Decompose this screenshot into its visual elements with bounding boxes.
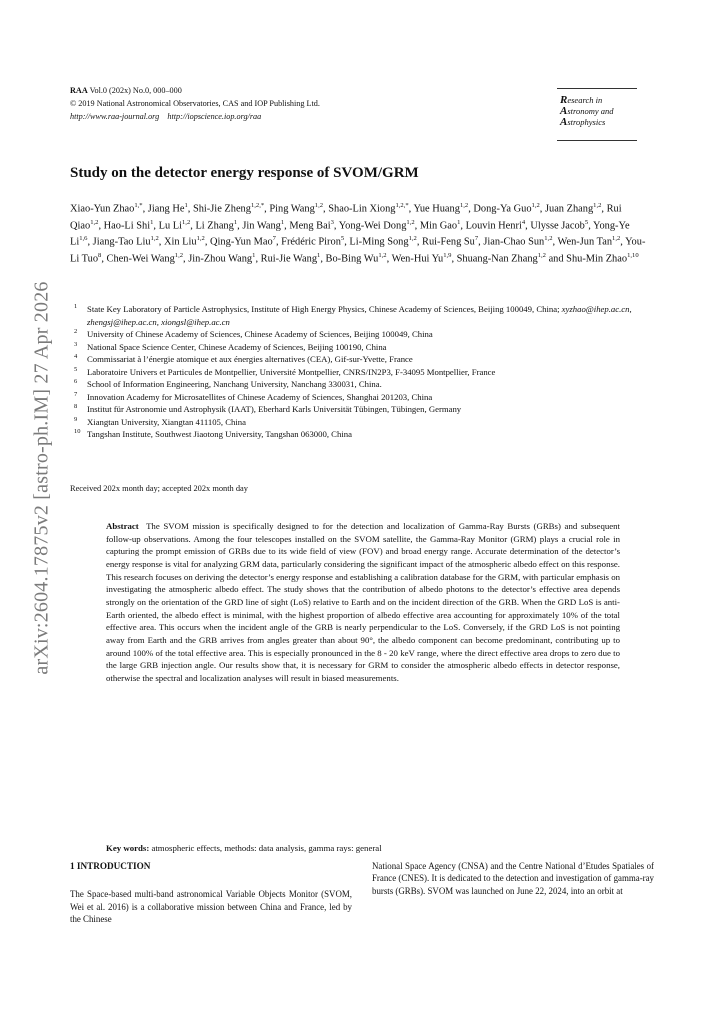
received-date: Received 202x month day; accepted 202x month day: [70, 484, 248, 493]
paper-title: Study on the detector energy response of SVOM/GRM: [70, 165, 419, 181]
volume-line: Vol.0 (202x) No.0, 000–000: [87, 86, 182, 95]
arxiv-id: arXiv:2604.17875v2 [astro-ph.IM] 27 Apr 2026: [30, 281, 53, 675]
affiliation-text: Xiangtan University, Xiangtan 411105, China: [87, 416, 246, 427]
keywords: [106, 843, 620, 853]
affiliation-item: [70, 328, 660, 341]
section-heading: 1 INTRODUCTION: [70, 861, 151, 871]
affiliation-number: 5: [74, 365, 78, 373]
journal-header: [70, 84, 320, 123]
affiliation-item: [70, 403, 660, 416]
arxiv-stamp: [22, 268, 62, 688]
affiliation-text: Laboratoire Univers et Particules de Montpellier, Université Montpellier, CNRS/IN2P3, F-34095 Montpellier, France: [87, 366, 496, 377]
affiliation-item: [70, 391, 660, 404]
affiliation-number: 4: [74, 353, 78, 360]
affiliation-item: [70, 378, 660, 391]
affiliation-text: National Space Science Center, Chinese Academy of Sciences, Beijing 100190, China: [87, 341, 387, 352]
affiliation-text: Innovation Academy for Microsatellites of Chinese Academy of Sciences, Shanghai 201203, China: [87, 391, 433, 402]
intro-paragraph-right: National Space Agency (CNSA) and the Centre National d’Etudes Spatiales of France (CNES). It is dedicated to the detection and investigation of gamma-ray bursts (GRBs). SVOM was launched on June 22, 2024, into an orbit at: [372, 861, 654, 896]
affiliation-number: 9: [74, 415, 78, 423]
affiliation-number: 2: [74, 328, 78, 335]
affiliation-item: [70, 416, 660, 429]
affiliation-number: 7: [74, 390, 78, 398]
affiliation-list: [70, 303, 660, 441]
affiliation-text: University of Chinese Academy of Sciences, Chinese Academy of Sciences, Beijing 100049, China: [87, 329, 433, 339]
iop-url[interactable]: http://iopscience.iop.org/raa: [167, 112, 262, 121]
affiliation-number: 6: [74, 378, 78, 385]
journal-abbr: RAA: [70, 86, 88, 95]
affiliation-text: State Key Laboratory of Particle Astrophysics, Institute of High Energy Physics, Chinese Academy of Sciences, Beijing 100049, China;: [87, 304, 562, 314]
abstract-text: The SVOM mission is specifically designed to for the detection and localization of Gamma-Ray Bursts (GRBs) and subsequent follow-up observations. Among the four telescopes installed on the SVOM satellite, the Gamma-Ray Monitor (GRM) plays a crucial role in capturing the prompt emission of GRBs due to its wide field of view (FOV) and broad energy range. Accurate determination of the detector’s energy response is vital for analyzing GRM data, particularly considering the significant impact of the atmospheric albedo effect on this response. This research focuses on deriving the detector’s energy response and establishing a calibration database for the GRM, with particular emphasis on investigating the atmospheric albedo effect. The study shows that the contribution of albedo photons to the detector’s effective area depends strongly on the orientation of the GRD line of sight (LoS) relative to Earth and on the incident direction of the GRB. When the GRD LoS is anti-Earth oriented, the albedo effect is minimal, with the highest proportion of albedo effective area accounting for approximately 10% of the total effective area. This occurs when the incident angle of the GRB is nearly perpendicular to the LoS. Conversely, if the GRD LoS is not pointing away from Earth and the GRB arrives from angles greater than about 90°, the albedo component can become predominant, contributing up to around 100% of the total effective area. This is especially pronounced in the 8 - 20 keV range, where the direct effective area drops to zero due to the large GRB injection angle. Our results show that, it is necessary for GRM to consider the atmospheric albedo effects in detector response, otherwise the spectral and localization analyses will result in biased measurements.: [106, 521, 620, 683]
author-list: Xiao-Yun Zhao$^{1,*}$, Jiang He$^1$, Shi-Jie Zheng$^{1,2,*}$, Ping Wang$^{1,2}$, Shao-Lin Xiong$^{1,2,*}$, Yue Huang$^{1,2}$, Dong-Ya Guo$^{1,2}$, Juan Zhang$^{1,2}$, Rui Qiao$^{1,2}$, Hao-Li Shi$^1$, Lu Li$^{1,2}$, Li Zhang$^1$, Jin Wang$^1$, Meng Bai$^3$, Yong-Wei Dong$^{1,2}$, Min Gao$^1$, Louvin Henri$^4$, Ulysse Jacob$^5$, Yong-Ye Li$^{1,6}$, Jiang-Tao Liu$^{1,2}$, Xin Liu$^{1,2}$, Qing-Yun Mao$^7$, Frédéric Piron$^5$, Li-Ming Song$^{1,2}$, Rui-Feng Su$^7$, Jian-Chao Sun$^{1,2}$, Wen-Jun Tan$^{1,2}$, You-Li Tuo$^8$, Chen-Wei Wang$^{1,2}$, Jin-Zhou Wang$^1$, Rui-Jie Wang$^1$, Bo-Bing Wu$^{1,2}$, Wen-Hui Yu$^{1,9}$, Shuang-Nan Zhang$^{1,2}$ and Shu-Min Zhao$^{1,10}$: [70, 202, 646, 265]
intro-column-right: [372, 860, 654, 897]
abstract: [106, 520, 620, 685]
affiliation-number: 1: [74, 303, 78, 310]
affiliation-text: Commissariat à l’énergie atomique et aux énergies alternatives (CEA), Gif-sur-Yvette, France: [87, 354, 413, 364]
affiliation-text: School of Information Engineering, Nanchang University, Nanchang 330031, China.: [87, 379, 382, 389]
abstract-label: Abstract: [106, 521, 139, 531]
raa-logo: Research in Astronomy and Astrophysics: [557, 88, 637, 141]
contact-emails[interactable]: xyzhao@ihep.ac.cn, zhengsj@ihep.ac.cn, xiongsl@ihep.ac.cn: [87, 304, 632, 327]
affiliation-number: 10: [74, 428, 81, 435]
affiliation-item: [70, 353, 660, 366]
affiliation-text: Institut für Astronomie und Astrophysik (IAAT), Eberhard Karls Universität Tübingen, Tübingen, Germany: [87, 404, 462, 414]
copyright-line: © 2019 National Astronomical Observatories, CAS and IOP Publishing Ltd.: [70, 99, 320, 108]
affiliation-item: [70, 341, 660, 354]
affiliation-item: [70, 428, 660, 441]
keywords-text: atmospheric effects, methods: data analysis, gamma rays: general: [149, 843, 382, 853]
intro-paragraph-left: The Space-based multi-band astronomical Variable Objects Monitor (SVOM, Wei et al. 2016) is a collaborative mission between China and France, led by the Chinese: [70, 889, 352, 925]
affiliation-item: [70, 303, 660, 328]
affiliation-number: 8: [74, 403, 78, 410]
affiliation-number: 3: [74, 340, 78, 348]
keywords-label: Key words:: [106, 843, 150, 853]
journal-url[interactable]: http://www.raa-journal.org: [70, 112, 160, 121]
affiliation-item: [70, 366, 660, 379]
affiliation-text: Tangshan Institute, Southwest Jiaotong University, Tangshan 063000, China: [87, 429, 352, 439]
intro-column-left: [70, 860, 352, 926]
